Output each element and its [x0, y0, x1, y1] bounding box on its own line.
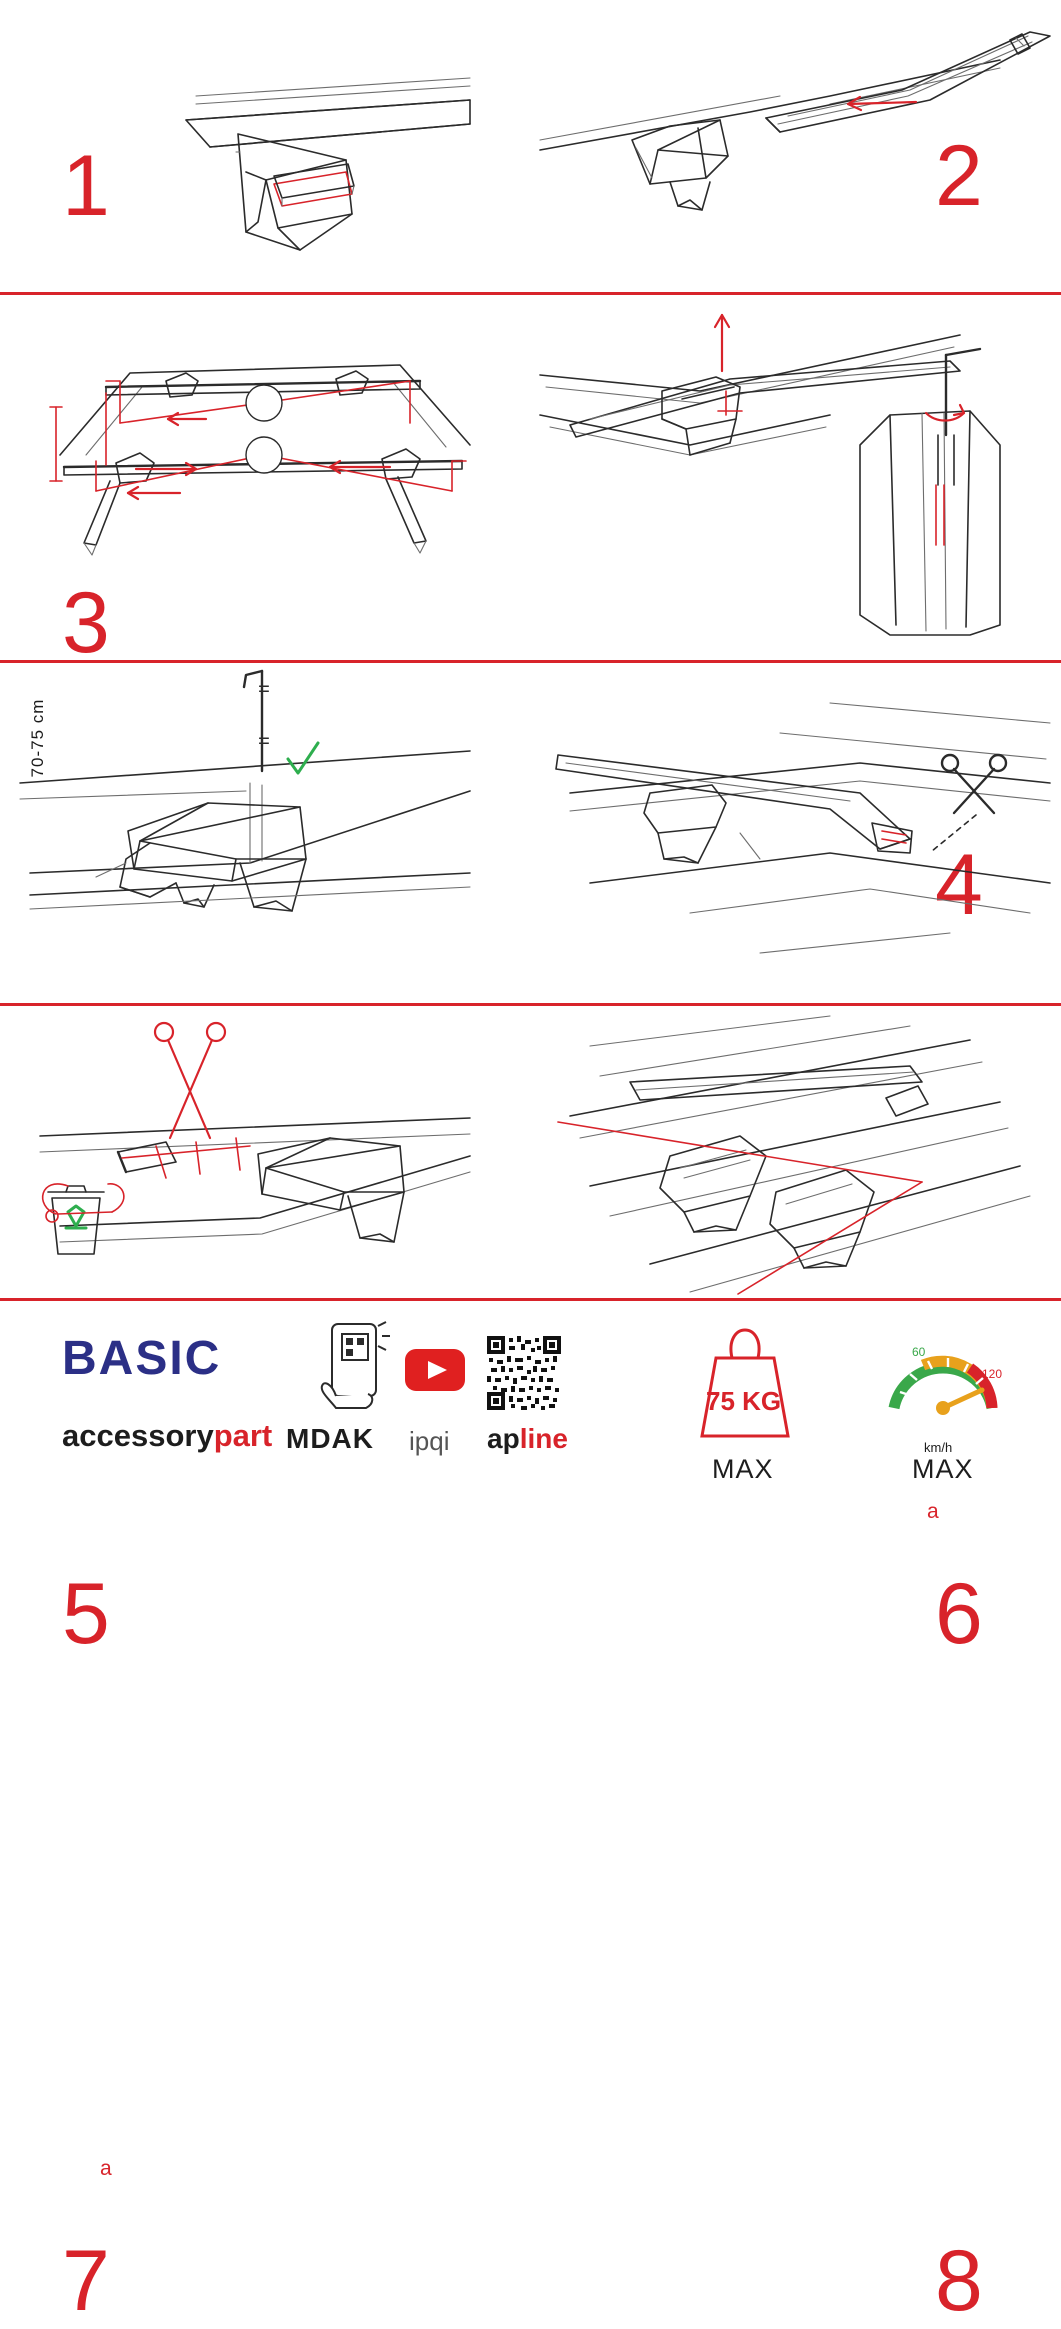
- step-7-letter-a: a: [100, 2157, 112, 2180]
- distance-label: 70-75 cm: [28, 698, 47, 778]
- step-1-number: 1: [62, 138, 110, 234]
- apline-logo: [487, 1423, 568, 1455]
- step-8-number: 8: [935, 2233, 983, 2329]
- speed-max-label: MAX: [912, 1454, 974, 1484]
- brand-accessorypart: [62, 1418, 272, 1454]
- mdak-logo-label: MDAK: [286, 1423, 374, 1454]
- step-4-panel: [530, 295, 1061, 933]
- ipqi-logo-label: ipqi: [409, 1426, 450, 1456]
- step-3-panel: [0, 295, 530, 778]
- weight-max-label: MAX: [712, 1454, 774, 1484]
- step-6-number: 6: [935, 1566, 983, 1662]
- apline-suffix: line: [519, 1423, 568, 1454]
- step-6-letter-a: a: [927, 1500, 939, 1523]
- step-2-number: 2: [935, 128, 983, 224]
- svg-text:120: 120: [982, 1367, 1003, 1381]
- recycle-bin-icon: [43, 1184, 124, 1254]
- step-1-panel: [0, 0, 530, 292]
- equal-sign-top: =: [258, 678, 270, 701]
- scissors-icon-red: [155, 1023, 225, 1138]
- weight-value: 75 KG: [706, 1386, 782, 1416]
- speed-unit-label: km/h: [924, 1440, 953, 1455]
- step-8-illustration: [530, 1006, 1061, 1298]
- youtube-play-icon[interactable]: [404, 1348, 466, 1392]
- apline-prefix: ap: [487, 1423, 520, 1454]
- step-4-illustration: [530, 295, 1061, 660]
- step-7-illustration: [0, 1006, 530, 1298]
- speedometer-icon: [878, 1316, 1008, 1436]
- qr-code: [487, 1336, 561, 1410]
- step-5-number: 5: [62, 1566, 110, 1662]
- step-5-illustration: [0, 663, 530, 1003]
- scissors-icon: [942, 755, 1006, 813]
- phone-qr-scan-icon: [312, 1320, 392, 1416]
- svg-text:60: 60: [912, 1345, 926, 1359]
- brand-accessory: accessory: [62, 1418, 214, 1453]
- brand-part: part: [213, 1418, 273, 1453]
- weight-icon: [680, 1318, 810, 1443]
- step-7-number: 7: [62, 2233, 110, 2329]
- equal-sign-bottom: =: [258, 730, 270, 753]
- brand-basic: BASIC: [62, 1332, 222, 1385]
- footer: [0, 1300, 1061, 1500]
- step-4-number: 4: [935, 837, 983, 933]
- step-3-number: 3: [62, 575, 110, 671]
- step-6-illustration: [530, 663, 1061, 1003]
- step-2-panel: [530, 0, 1061, 292]
